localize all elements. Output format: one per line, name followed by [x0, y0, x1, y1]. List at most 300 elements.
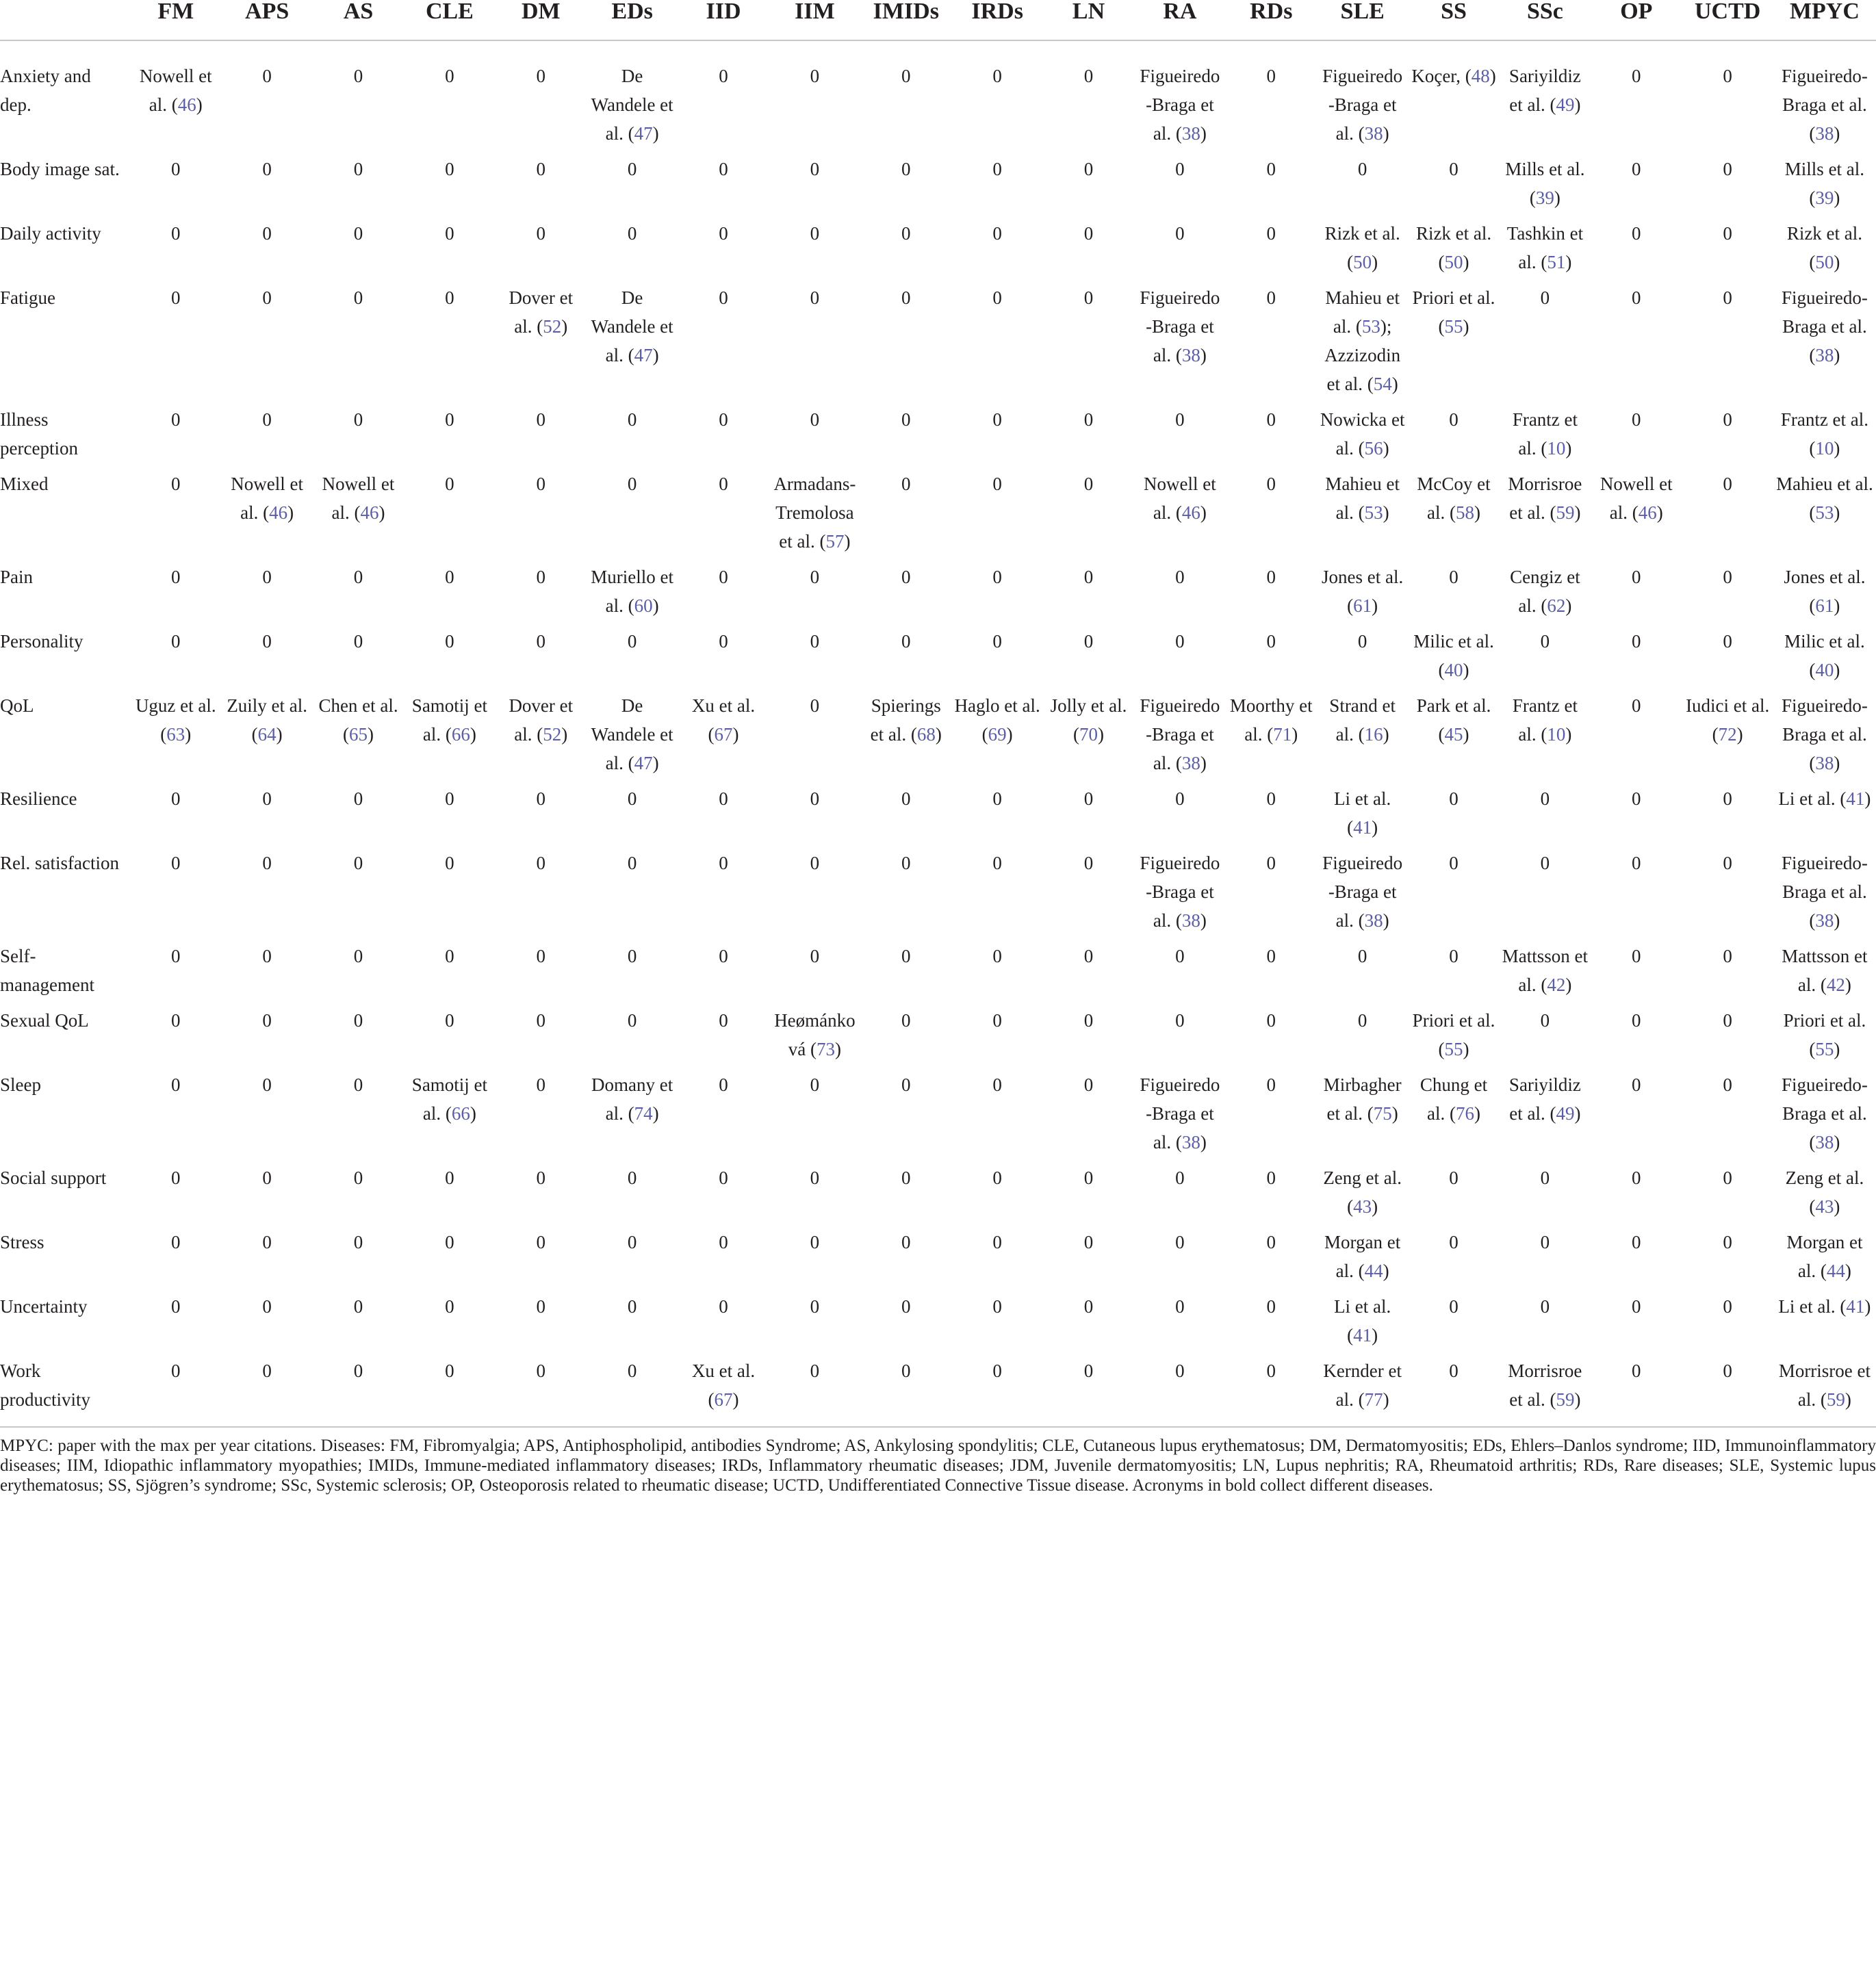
table-cell: 0	[1540, 631, 1550, 652]
table-cell: 0	[171, 1168, 181, 1188]
table-cell: 0	[1175, 223, 1185, 244]
reference-link[interactable]: 55	[1444, 316, 1463, 337]
table-cell: 0	[1083, 1232, 1094, 1252]
reference-link[interactable]: 39	[1535, 188, 1554, 208]
column-header-ssc: SSc	[1500, 0, 1591, 40]
table-cell: Rizk et al. (50)	[1415, 223, 1492, 272]
column-header-fm: FM	[130, 0, 221, 40]
table-cell: 0	[627, 159, 637, 179]
table-cell: 0	[1632, 1361, 1641, 1381]
table-cell: 0	[719, 1168, 728, 1188]
row-topic: Body image sat.	[0, 159, 120, 179]
table-cell: Nowell et al. (46)	[1144, 474, 1216, 523]
table-cell: 0	[1357, 159, 1367, 179]
citation-authors: Muriello et al.	[591, 567, 674, 616]
table-cell: 0	[901, 1232, 911, 1252]
table-cell: Figueiredo-Braga et al. (38)	[1781, 66, 1868, 144]
table-cell: 0	[353, 631, 363, 652]
table-cell: 0	[1449, 1361, 1459, 1381]
table-cell: 0	[536, 223, 546, 244]
table-cell: Zeng et al. (43)	[1323, 1168, 1402, 1217]
reference-link[interactable]: 41	[1353, 1325, 1372, 1345]
table-cell: Figueiredo-Braga et al. (38)	[1781, 1074, 1868, 1152]
table-row	[0, 1006, 1876, 1070]
reference-link[interactable]: 71	[1273, 724, 1292, 745]
table-cell: 0	[992, 474, 1002, 494]
reference-link[interactable]: 53	[1364, 502, 1383, 523]
reference-link[interactable]: 49	[1556, 1103, 1575, 1124]
table-cell: 0	[1632, 66, 1641, 86]
table-cell: 0	[262, 409, 272, 430]
table-cell: 0	[1175, 631, 1185, 652]
citation-authors: Figueiredo-Braga et al.	[1781, 66, 1868, 115]
reference-link[interactable]: 40	[1815, 660, 1834, 680]
table-cell: 0	[719, 66, 728, 86]
table-cell: 0	[1266, 1296, 1276, 1317]
table-cell: 0	[810, 695, 820, 716]
reference-link[interactable]: 40	[1444, 660, 1463, 680]
table-cell: 0	[627, 1232, 637, 1252]
citation-authors: Morgan et al.	[1324, 1232, 1401, 1281]
reference-link[interactable]: 46	[360, 502, 379, 523]
table-cell: 0	[1723, 66, 1732, 86]
table-cell: 0	[1632, 631, 1641, 652]
reference-link[interactable]: 43	[1815, 1196, 1834, 1217]
table-cell: 0	[171, 159, 181, 179]
reference-link[interactable]: 75	[1373, 1103, 1392, 1124]
reference-link[interactable]: 47	[634, 345, 653, 365]
citation-authors: Sariyildiz et al.	[1508, 66, 1581, 115]
reference-link[interactable]: 42	[1826, 975, 1845, 995]
reference-link[interactable]: 54	[1373, 374, 1392, 394]
column-header-imids: IMIDs	[860, 0, 951, 40]
table-cell: 0	[1632, 1010, 1641, 1031]
table-cell: 0	[1723, 1232, 1732, 1252]
column-header-rds: RDs	[1226, 0, 1317, 40]
citation-authors: Li et al.	[1334, 788, 1391, 809]
citation-authors: Xu et al.	[691, 695, 756, 716]
table-cell: 0	[536, 66, 546, 86]
citation-authors: Heømánková	[774, 1010, 856, 1059]
citation-authors: Dover et al.	[509, 695, 574, 745]
reference-link[interactable]: 50	[1444, 252, 1463, 272]
reference-link[interactable]: 64	[257, 724, 277, 745]
reference-link[interactable]: 63	[166, 724, 185, 745]
table-cell: Mills et al. (39)	[1505, 159, 1585, 208]
reference-link[interactable]: 55	[1444, 1039, 1463, 1059]
table-cell: 0	[992, 409, 1002, 430]
table-cell: 0	[536, 409, 546, 430]
table-cell: 0	[1632, 1232, 1641, 1252]
table-cell: 0	[445, 1232, 454, 1252]
row-topic: Stress	[0, 1232, 44, 1252]
reference-link[interactable]: 47	[634, 123, 653, 144]
reference-link[interactable]: 38	[1815, 1132, 1834, 1152]
reference-link[interactable]: 67	[714, 724, 733, 745]
column-header-mpyc: MPYC	[1773, 0, 1876, 40]
table-cell: 0	[1266, 946, 1276, 966]
table-cell: Mahieu et al. (53); Azzizodin et al. (54)	[1324, 287, 1401, 394]
table-cell: Nowell et al. (46)	[139, 66, 212, 115]
reference-link[interactable]: 46	[1638, 502, 1657, 523]
row-topic: Daily activity	[0, 223, 101, 244]
reference-link[interactable]: 10	[1815, 438, 1834, 459]
reference-link[interactable]: 77	[1364, 1389, 1383, 1410]
table-cell: 0	[992, 853, 1002, 873]
reference-link[interactable]: 48	[1471, 66, 1490, 86]
table-footnote: MPYC: paper with the max per year citations. Diseases: FM, Fibromyalgia; APS, Antiphospholipid, antibodies Syndrome; AS, Ankylosing spondylitis; CLE, Cutaneous lupus erythematosus; DM, Dermatomyositis; EDs, Ehlers–Danlos syndrome; IID, Immunoinflammatory diseases; IIM, Idiopathic inflammatory myopathies; IMIDs, Immune-mediated inflammatory diseases; IRDs, Inflammatory rheumatic diseases; JDM, Juvenile dermatomyositis; LN, Lupus nephritis; RA, Rheumatoid arthritis; RDs, Rare diseases; SLE, Systemic lupus erythematosus; SS, Sjögren’s syndrome; SSc, Systemic sclerosis; OP, Osteoporosis related to rheumatic disease; UCTD, Undifferentiated Connective Tissue disease. Acronyms in bold collect different diseases.	[0, 1426, 1876, 1495]
column-header-aps: APS	[221, 0, 312, 40]
table-cell: 0	[1449, 567, 1459, 587]
table-cell: 0	[810, 287, 820, 308]
reference-link[interactable]: 45	[1444, 724, 1463, 745]
reference-link[interactable]: 61	[1815, 595, 1834, 616]
table-cell: 0	[536, 1074, 546, 1095]
reference-link[interactable]: 39	[1815, 188, 1834, 208]
citation-authors: Priori et al.	[1783, 1010, 1866, 1031]
row-topic: Rel. satisfaction	[0, 853, 119, 873]
reference-link[interactable]: 41	[1353, 817, 1372, 838]
table-cell: 0	[901, 788, 911, 809]
table-cell: 0	[992, 1168, 1002, 1188]
table-cell: 0	[901, 1168, 911, 1188]
citation-authors: Rizk et al.	[1786, 223, 1863, 244]
reference-link[interactable]: 51	[1547, 252, 1566, 272]
table-cell: Haglo et al. (69)	[954, 695, 1040, 745]
table-cell: 0	[445, 409, 454, 430]
reference-link[interactable]: 38	[1815, 910, 1834, 931]
reference-link[interactable]: 43	[1353, 1196, 1372, 1217]
citation-authors: De Wandele et al.	[591, 287, 673, 365]
table-cell: 0	[719, 409, 728, 430]
reference-link[interactable]: 46	[1181, 502, 1200, 523]
reference-link[interactable]: 47	[634, 753, 653, 773]
table-cell: 0	[1175, 567, 1185, 587]
table-cell: 0	[992, 1074, 1002, 1095]
table-cell: 0	[1083, 409, 1094, 430]
table-row	[0, 1228, 1876, 1292]
table-cell: 0	[1632, 1168, 1641, 1188]
reference-link[interactable]: 38	[1181, 123, 1200, 144]
table-cell: Priori et al. (55)	[1783, 1010, 1866, 1059]
citation-authors: Frantz et al.	[1512, 409, 1578, 459]
table-cell: 0	[992, 631, 1002, 652]
table-cell: 0	[719, 159, 728, 179]
table-cell: 0	[171, 1232, 181, 1252]
table-cell: 0	[1175, 1232, 1185, 1252]
table-cell: 0	[810, 1074, 820, 1095]
reference-link[interactable]: 60	[634, 595, 653, 616]
column-header-ra: RA	[1134, 0, 1225, 40]
table-cell: Figueiredo-Braga et al. (38)	[1781, 287, 1868, 365]
citation-authors: Nowell et al.	[1599, 474, 1673, 523]
table-cell: 0	[1175, 946, 1185, 966]
reference-link[interactable]: 38	[1181, 345, 1200, 365]
table-cell: 0	[1175, 159, 1185, 179]
reference-link[interactable]: 59	[1826, 1389, 1845, 1410]
reference-link[interactable]: 10	[1547, 438, 1566, 459]
citation-authors: Milic et al.	[1413, 631, 1494, 652]
reference-link[interactable]: 73	[817, 1039, 836, 1059]
table-cell: 0	[536, 1296, 546, 1317]
table-cell: 0	[171, 223, 181, 244]
reference-link[interactable]: 58	[1456, 502, 1475, 523]
table-cell: 0	[445, 1168, 454, 1188]
table-cell: Moorthy et al. (71)	[1229, 695, 1313, 745]
table-cell: 0	[1632, 1296, 1641, 1317]
table-cell: 0	[1723, 853, 1732, 873]
table-cell: Tashkin et al. (51)	[1506, 223, 1584, 272]
table-cell: 0	[1083, 788, 1094, 809]
reference-link[interactable]: 74	[634, 1103, 653, 1124]
citation-authors: Spierings et al.	[870, 695, 941, 745]
reference-link[interactable]: 52	[543, 724, 562, 745]
table-cell: Priori et al. (55)	[1412, 1010, 1495, 1059]
column-header-sle: SLE	[1317, 0, 1408, 40]
table-cell: 0	[262, 946, 272, 966]
reference-link[interactable]: 38	[1815, 123, 1834, 144]
table-cell: 0	[536, 1232, 546, 1252]
table-cell: 0	[627, 1296, 637, 1317]
reference-link[interactable]: 72	[1718, 724, 1737, 745]
table-cell: 0	[1083, 474, 1094, 494]
table-cell: 0	[536, 567, 546, 587]
table-cell: De Wandele et al. (47)	[591, 287, 673, 365]
citation-authors: Figueiredo-Braga et al.	[1781, 1074, 1868, 1124]
table-cell: Xu et al. (67)	[691, 1361, 756, 1410]
table-cell: 0	[810, 631, 820, 652]
table-cell: Spierings et al. (68)	[870, 695, 942, 745]
reference-link[interactable]: 59	[1556, 1389, 1575, 1410]
table-cell: Zuily et al. (64)	[227, 695, 308, 745]
table-cell: 0	[992, 788, 1002, 809]
citation-authors: Zuily et al.	[227, 695, 308, 716]
table-cell: 0	[353, 567, 363, 587]
reference-link[interactable]: 38	[1815, 753, 1834, 773]
table-row	[0, 627, 1876, 691]
table-cell: Mahieu et al. (53)	[1776, 474, 1873, 523]
table-row	[0, 219, 1876, 283]
reference-link[interactable]: 44	[1826, 1261, 1845, 1281]
table-cell: 0	[536, 474, 546, 494]
table-cell: 0	[992, 287, 1002, 308]
reference-link[interactable]: 53	[1815, 502, 1834, 523]
table-cell: 0	[1266, 1074, 1276, 1095]
reference-link[interactable]: 66	[451, 1103, 470, 1124]
table-cell: 0	[1083, 631, 1094, 652]
reference-link[interactable]: 49	[1556, 94, 1575, 115]
column-header-op: OP	[1591, 0, 1682, 40]
reference-link[interactable]: 38	[1364, 910, 1383, 931]
citation-authors: Figueiredo-Braga et al.	[1781, 287, 1868, 337]
table-cell: Morgan et al. (44)	[1324, 1232, 1401, 1281]
reference-link[interactable]: 62	[1547, 595, 1566, 616]
table-cell: 0	[536, 788, 546, 809]
citation-authors: Chen et al.	[318, 695, 398, 716]
table-cell: 0	[1540, 1010, 1550, 1031]
table-cell: 0	[171, 567, 181, 587]
reference-link[interactable]: 46	[269, 502, 288, 523]
reference-link[interactable]: 56	[1364, 438, 1383, 459]
citation-authors: Li et al.	[1778, 788, 1836, 809]
table-cell: 0	[719, 287, 728, 308]
table-cell: Iudici et al. (72)	[1686, 695, 1770, 745]
table-cell: 0	[901, 1361, 911, 1381]
reference-link[interactable]: 66	[451, 724, 470, 745]
citation-authors: Mills et al.	[1784, 159, 1865, 179]
table-cell: 0	[1175, 1361, 1185, 1381]
table-cell: 0	[1357, 1010, 1367, 1031]
table-cell: Sariyildiz et al. (49)	[1508, 66, 1581, 115]
citation-authors: Mills et al.	[1505, 159, 1585, 179]
table-cell: 0	[1632, 287, 1641, 308]
table-cell: Dover et al. (52)	[509, 695, 574, 745]
table-cell: Zeng et al. (43)	[1785, 1168, 1864, 1217]
table-cell: 0	[901, 631, 911, 652]
citation-authors: Mirbagher et al.	[1323, 1074, 1402, 1124]
table-cell: 0	[1540, 1296, 1550, 1317]
table-cell: 0	[262, 1168, 272, 1188]
table-cell: Figueiredo-Braga et al. (38)	[1140, 1074, 1220, 1152]
table-cell: 0	[901, 1010, 911, 1031]
table-cell: 0	[262, 1232, 272, 1252]
table-cell: Domany et al. (74)	[591, 1074, 673, 1124]
table-cell: 0	[171, 1074, 181, 1095]
table-cell: 0	[171, 1296, 181, 1317]
table-cell: 0	[1540, 788, 1550, 809]
table-cell: Morrisroe et al. (59)	[1778, 1361, 1871, 1410]
table-cell: Morgan et al. (44)	[1786, 1232, 1863, 1281]
table-cell: 0	[1723, 287, 1732, 308]
reference-link[interactable]: 70	[1079, 724, 1098, 745]
table-cell: Uguz et al. (63)	[135, 695, 216, 745]
table-cell: 0	[810, 788, 820, 809]
reference-link[interactable]: 38	[1181, 1132, 1200, 1152]
table-cell: 0	[353, 1074, 363, 1095]
reference-link[interactable]: 44	[1364, 1261, 1383, 1281]
reference-link[interactable]: 61	[1353, 595, 1372, 616]
reference-link[interactable]: 67	[714, 1389, 733, 1410]
table-cell: 0	[1632, 409, 1641, 430]
table-cell: 0	[719, 1296, 728, 1317]
reference-link[interactable]: 50	[1353, 252, 1372, 272]
reference-link[interactable]: 42	[1547, 975, 1566, 995]
table-cell: Mahieu et al. (53)	[1325, 474, 1400, 523]
table-cell: 0	[262, 66, 272, 86]
table-cell: 0	[262, 788, 272, 809]
table-cell: 0	[1449, 1168, 1459, 1188]
table-cell: 0	[901, 567, 911, 587]
table-cell: 0	[810, 409, 820, 430]
table-cell: Figueiredo-Braga et al. (38)	[1140, 287, 1220, 365]
table-cell: Nowell et al. (46)	[322, 474, 395, 523]
table-cell: 0	[627, 1361, 637, 1381]
table-cell: 0	[627, 409, 637, 430]
table-cell: Li et al. (41)	[1778, 1296, 1871, 1317]
reference-link[interactable]: 38	[1815, 345, 1834, 365]
table-cell: Mattsson et al. (42)	[1782, 946, 1868, 995]
table-cell: Kernder et al. (77)	[1323, 1361, 1402, 1410]
table-cell: 0	[262, 223, 272, 244]
reference-link[interactable]: 41	[1846, 788, 1865, 809]
reference-link[interactable]: 38	[1364, 123, 1383, 144]
reference-link[interactable]: 69	[988, 724, 1007, 745]
table-cell: 0	[719, 1232, 728, 1252]
table-cell: 0	[536, 1010, 546, 1031]
table-row	[0, 155, 1876, 219]
reference-link[interactable]: 52	[543, 316, 562, 337]
column-header-eds: EDs	[587, 0, 678, 40]
reference-link[interactable]: 50	[1815, 252, 1834, 272]
table-cell: Morrisroe et al. (59)	[1508, 474, 1582, 523]
table-cell: 0	[1083, 946, 1094, 966]
reference-link[interactable]: 59	[1556, 502, 1575, 523]
table-cell: 0	[1449, 1232, 1459, 1252]
reference-link[interactable]: 38	[1181, 753, 1200, 773]
citation-authors: Armadans-Tremolosa et al.	[773, 474, 856, 552]
table-cell: Li et al. (41)	[1334, 788, 1391, 838]
table-cell: 0	[445, 631, 454, 652]
table-cell: Samotij et al. (66)	[411, 1074, 488, 1124]
reference-link[interactable]: 57	[825, 531, 845, 552]
table-cell: 0	[810, 1361, 820, 1381]
reference-link[interactable]: 10	[1547, 724, 1566, 745]
reference-link[interactable]: 46	[177, 94, 196, 115]
reference-link[interactable]: 38	[1181, 910, 1200, 931]
table-cell: 0	[992, 159, 1002, 179]
table-row	[0, 1292, 1876, 1356]
citation-authors: Mattsson et al.	[1502, 946, 1589, 995]
citation-authors: Uguz et al.	[135, 695, 216, 716]
citation-authors: Morgan et al.	[1786, 1232, 1863, 1281]
table-row	[0, 942, 1876, 1006]
table-cell: 0	[1632, 853, 1641, 873]
citation-authors: Jolly et al.	[1050, 695, 1127, 716]
table-cell: 0	[1357, 946, 1367, 966]
row-topic: Fatigue	[0, 287, 55, 308]
table-cell: 0	[445, 1361, 454, 1381]
table-cell: 0	[1083, 66, 1094, 86]
reference-link[interactable]: 65	[349, 724, 368, 745]
table-cell: 0	[1723, 567, 1732, 587]
citation-authors: Jones et al.	[1784, 567, 1866, 587]
row-topic: Social support	[0, 1168, 107, 1188]
table-cell: 0	[1266, 409, 1276, 430]
table-cell: 0	[353, 788, 363, 809]
table-cell: 0	[445, 474, 454, 494]
reference-link[interactable]: 68	[916, 724, 936, 745]
table-cell: 0	[992, 946, 1002, 966]
table-cell: 0	[262, 631, 272, 652]
row-topic: Resilience	[0, 788, 77, 809]
table-cell: 0	[901, 223, 911, 244]
table-cell: Samotij et al. (66)	[411, 695, 488, 745]
table-cell: 0	[1175, 1168, 1185, 1188]
citation-authors: Nowell et al.	[1144, 474, 1216, 523]
reference-link[interactable]: 76	[1456, 1103, 1475, 1124]
header-topic-blank	[0, 0, 130, 40]
reference-link[interactable]: 53	[1361, 316, 1380, 337]
table-cell: 0	[445, 1010, 454, 1031]
reference-link[interactable]: 55	[1815, 1039, 1834, 1059]
reference-link[interactable]: 41	[1846, 1296, 1865, 1317]
table-cell: 0	[901, 946, 911, 966]
citation-authors: Mahieu et al.	[1325, 474, 1400, 523]
reference-link[interactable]: 16	[1364, 724, 1383, 745]
table-cell: 0	[536, 1361, 546, 1381]
table-cell: 0	[627, 474, 637, 494]
citation-authors: McCoy et al.	[1417, 474, 1491, 523]
